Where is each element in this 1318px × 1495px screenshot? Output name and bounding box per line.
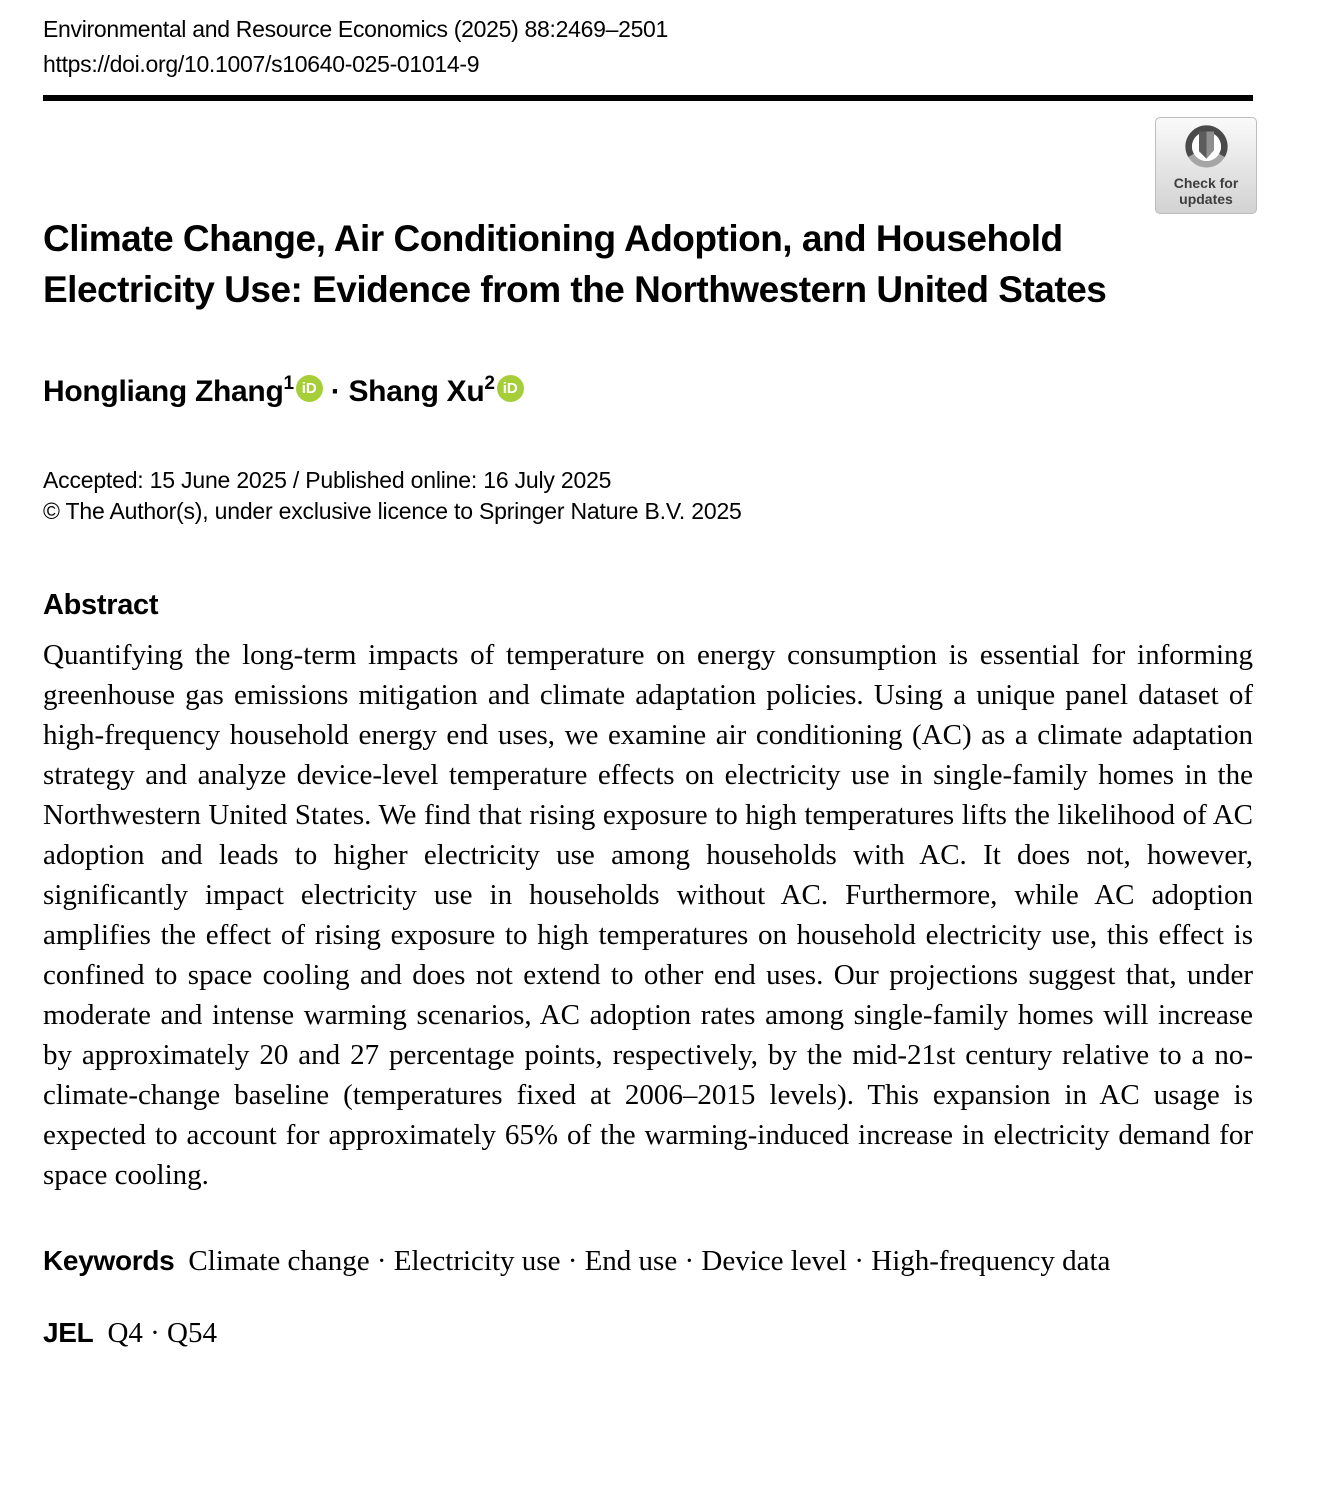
keywords-list: Climate change · Electricity use · End use · Device level · High-frequency data [188,1245,1111,1277]
author-affiliation-superscript: 2 [484,373,495,394]
keywords-line [43,1241,1253,1281]
header-divider-rule [43,95,1253,101]
check-for-updates-button[interactable] [1155,117,1257,214]
journal-citation-line: Environmental and Resource Economics (2025) 88:2469–2501 [43,16,669,42]
acceptance-history: Accepted: 15 June 2025 / Published online: 16 July 2025 [43,467,612,493]
crossmark-icon [1184,124,1229,169]
authors-line [43,373,1253,409]
author-name: Hongliang Zhang [43,375,284,408]
copyright-line: © The Author(s), under exclusive licence to Springer Nature B.V. 2025 [43,498,742,524]
abstract-heading: Abstract [43,589,159,621]
orcid-icon[interactable]: iD [296,375,323,402]
doi-link[interactable]: https://doi.org/10.1007/s10640-025-01014-9 [43,51,480,77]
paper-title: Climate Change, Air Conditioning Adoption, and Household Electricity Use: Evidence from the Northwestern United States [43,218,1107,310]
jel-line [43,1317,1253,1350]
jel-label: JEL [43,1317,94,1348]
abstract-text: Quantifying the long-term impacts of temperature on energy consumption is essential for informing greenhouse gas emissions mitigation and climate adaptation policies. Using a unique panel dataset of high-frequency household energy end uses, we examine air conditioning (AC) as a climate adaptation strategy and analyze device-level temperature effects on electricity use in single-family homes in the Northwestern United States. We find that rising exposure to high temperatures lifts the likelihood of AC adoption and leads to higher electricity use among households with AC. It does not, however, significantly impact electricity use in households without AC. Furthermore, while AC adoption amplifies the effect of rising exposure to high temperatures on household electricity use, this effect is confined to space cooling and does not extend to other end uses. Our projections suggest that, under moderate and intense warming scenarios, AC adoption rates among single-family homes will increase by approximately 20 and 27 percentage points, respectively, by the mid-21st century relative to a no-climate-change baseline (temperatures fixed at 2006–2015 levels). This expansion in AC usage is expected to account for approximately 65% of the warming-induced increase in electricity demand for space cooling. [43,639,1253,1191]
author-separator: · [330,375,341,408]
orcid-icon[interactable]: iD [497,375,524,402]
author-affiliation-superscript: 1 [283,373,294,394]
author-name: Shang Xu [348,375,485,408]
jel-codes-list: Q4 · Q54 [107,1317,217,1349]
check-for-updates-label: Check for updates [1173,175,1239,207]
keywords-label: Keywords [43,1245,175,1276]
